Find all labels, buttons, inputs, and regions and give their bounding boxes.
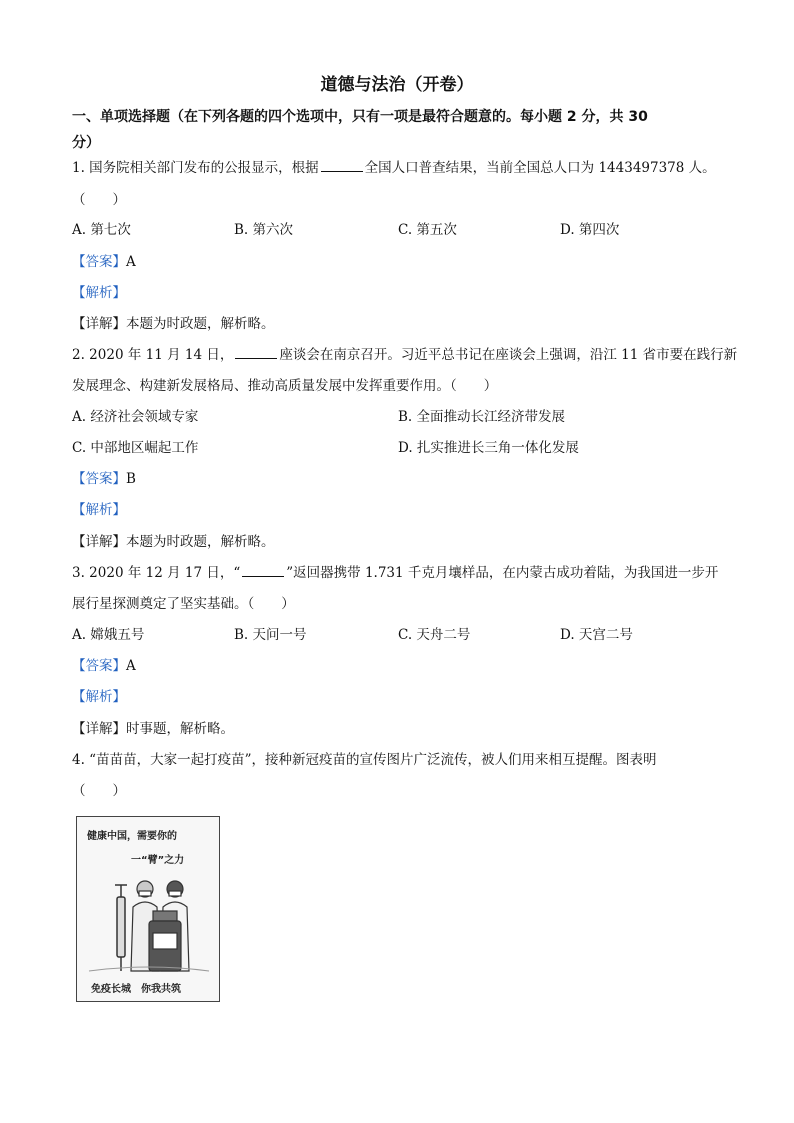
q3-detail: 【详解】时事题，解析略。 — [72, 721, 234, 737]
q1-blank — [321, 159, 363, 172]
q3-option-d: D. 天宫二号 — [560, 627, 633, 643]
q2-option-a: A. 经济社会领域专家 — [72, 409, 199, 425]
q2-blank — [235, 346, 277, 359]
q1-option-c: C. 第五次 — [398, 222, 457, 238]
q3-answer: 【答案】A — [72, 658, 136, 674]
q4-stem: 4. “苗苗苗，大家一起打疫苗”，接种新冠疫苗的宣传图片广泛流传，被人们用来相互提醒。图表明 — [72, 752, 657, 768]
q4-paren: （ ） — [72, 783, 126, 799]
doctors-illustration — [79, 867, 219, 977]
poster-caption-bottom: 免疫长城 你我共筑 — [91, 984, 181, 995]
section-heading-line2: 分） — [72, 135, 100, 151]
q2-option-d: D. 扎实推进长三角一体化发展 — [398, 440, 579, 456]
q1-stem: 1. 国务院相关部门发布的公报显示，根据 全国人口普查结果，当前全国总人口为 1443497378 人。 — [72, 160, 716, 176]
vaccine-poster-image — [76, 816, 220, 1002]
section-heading-line1: 一、单项选择题（在下列各题的四个选项中，只有一项是最符合题意的。每小题 2 分，共 30 — [72, 109, 648, 125]
q1-detail: 【详解】本题为时政题，解析略。 — [72, 316, 275, 332]
section-heading — [72, 104, 722, 156]
q1-option-d: D. 第四次 — [560, 222, 620, 238]
q3-option-c: C. 天舟二号 — [398, 627, 471, 643]
q2-option-c: C. 中部地区崛起工作 — [72, 440, 199, 456]
poster-caption-top: 健康中国，需要你的 — [87, 831, 177, 842]
syringe-icon — [115, 885, 127, 971]
q1-answer: 【答案】A — [72, 254, 136, 270]
q2-option-b: B. 全面推动长江经济带发展 — [398, 409, 566, 425]
q1-option-b: B. 第六次 — [234, 222, 294, 238]
page-title: 道德与法治（开卷） — [320, 75, 474, 95]
q3-analysis: 【解析】 — [72, 689, 126, 705]
q3-option-a: A. 嫦娥五号 — [72, 627, 145, 643]
q2-answer: 【答案】B — [72, 471, 136, 487]
vaccine-bottle-icon — [149, 911, 181, 971]
q3-stem-line1: 3. 2020 年 12 月 17 日，“ ”返回器携带 1.731 千克月壤样品，在内蒙古成功着陆，为我国进一步开 — [72, 565, 719, 581]
q3-blank — [242, 564, 284, 577]
poster-caption-middle: 一“臂”之力 — [131, 855, 185, 866]
q3-option-b: B. 天问一号 — [234, 627, 307, 643]
q1-option-a: A. 第七次 — [72, 222, 131, 238]
q2-analysis: 【解析】 — [72, 502, 126, 518]
q2-stem-line2: 发展理念、构建新发展格局、推动高质量发展中发挥重要作用。（ ） — [72, 378, 498, 394]
q1-paren: （ ） — [72, 192, 126, 208]
q1-analysis: 【解析】 — [72, 285, 126, 301]
q2-stem-line1: 2. 2020 年 11 月 14 日， 座谈会在南京召开。习近平总书记在座谈会上强调，沿江 11 省市要在践行新 — [72, 347, 738, 363]
q2-detail: 【详解】本题为时政题，解析略。 — [72, 534, 275, 550]
q3-stem-line2: 展行星探测奠定了坚实基础。（ ） — [72, 596, 295, 612]
